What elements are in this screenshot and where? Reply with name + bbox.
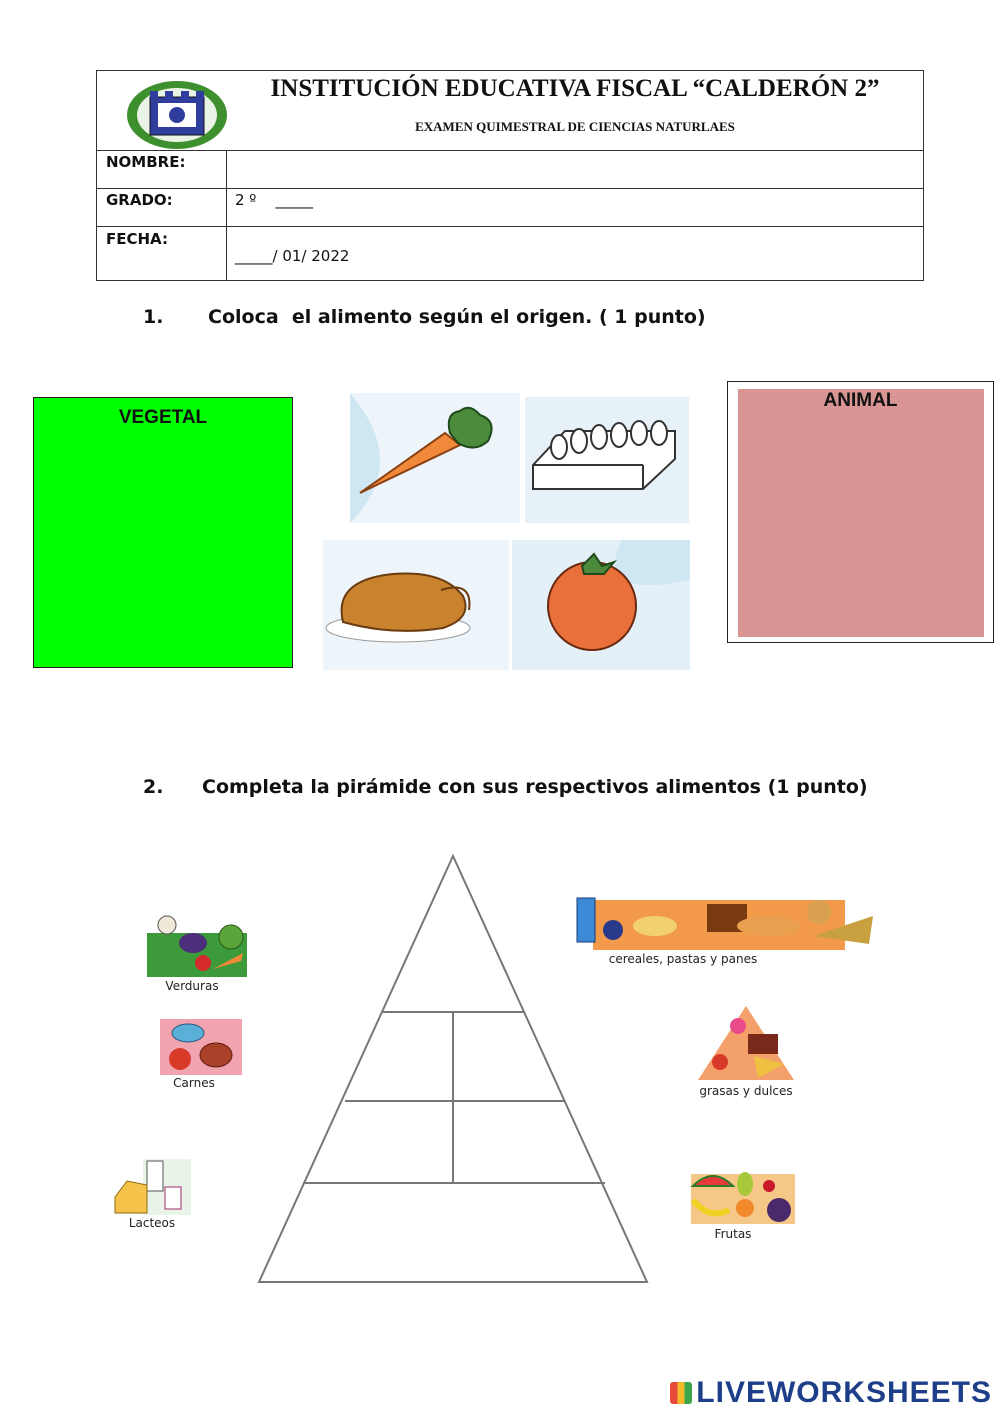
fruits-icon (689, 1166, 797, 1226)
pyramid-slot-top[interactable] (412, 870, 492, 1008)
egg-carton-card[interactable] (525, 397, 689, 523)
pyramid-slot-low-left[interactable] (340, 1103, 450, 1181)
food-card-lacteos[interactable] (113, 1157, 193, 1235)
lacteos-caption: Lacteos (128, 1216, 176, 1230)
meat-icon (158, 1017, 244, 1077)
carrot-card[interactable] (350, 393, 520, 523)
fecha-label: FECHA: (106, 230, 168, 248)
roast-chicken-card[interactable] (323, 540, 509, 670)
vegetal-dropzone[interactable] (33, 397, 293, 668)
question1-number: 1. (143, 306, 164, 328)
sweets-icon (696, 1004, 796, 1084)
grasas-caption: grasas y dulces (699, 1084, 793, 1098)
nombre-label: NOMBRE: (106, 153, 186, 171)
food-card-frutas[interactable] (689, 1166, 797, 1244)
pyramid-slot-mid-left[interactable] (380, 1015, 450, 1099)
tomato-card[interactable] (512, 540, 690, 670)
liveworksheets-logo-icon (670, 1382, 692, 1404)
pyramid-slot-base[interactable] (270, 1187, 640, 1277)
fecha-value[interactable]: _____/ 01/ 2022 (235, 247, 350, 265)
grado-label: GRADO: (106, 191, 173, 209)
institution-title: INSTITUCIÓN EDUCATIVA FISCAL “CALDERÓN 2” (270, 75, 880, 102)
vegetables-icon (145, 913, 251, 979)
grado-value[interactable]: 2 º _____ (235, 191, 313, 209)
dairy-icon (113, 1157, 193, 1217)
liveworksheets-brand (670, 1376, 992, 1410)
school-crest-logo (125, 77, 229, 149)
question1-text: Coloca el alimento según el origen. ( 1 punto) (208, 306, 706, 328)
vegetal-label: VEGETAL (118, 407, 208, 428)
food-card-cereales[interactable] (573, 894, 879, 972)
pyramid-slot-low-right[interactable] (455, 1103, 565, 1181)
brand-text: LIVEWORKSHEETS (696, 1376, 992, 1409)
animal-dropzone[interactable] (727, 381, 994, 643)
animal-label: ANIMAL (823, 390, 898, 411)
verduras-caption: Verduras (165, 979, 219, 993)
cereals-icon (573, 894, 879, 952)
exam-subtitle: EXAMEN QUIMESTRAL DE CIENCIAS NATURLAES (415, 119, 735, 134)
food-card-verduras[interactable] (145, 913, 251, 997)
frutas-caption: Frutas (714, 1227, 752, 1241)
pyramid-slot-mid-right[interactable] (455, 1015, 525, 1099)
question2-number: 2. (143, 776, 164, 798)
food-card-carnes[interactable] (158, 1017, 244, 1095)
header-table (96, 70, 924, 281)
carnes-caption: Carnes (173, 1076, 215, 1090)
question2-text: Completa la pirámide con sus respectivos alimentos (1 punto) (202, 776, 868, 798)
cereales-caption: cereales, pastas y panes (608, 952, 758, 966)
food-card-grasas[interactable] (696, 1004, 796, 1102)
